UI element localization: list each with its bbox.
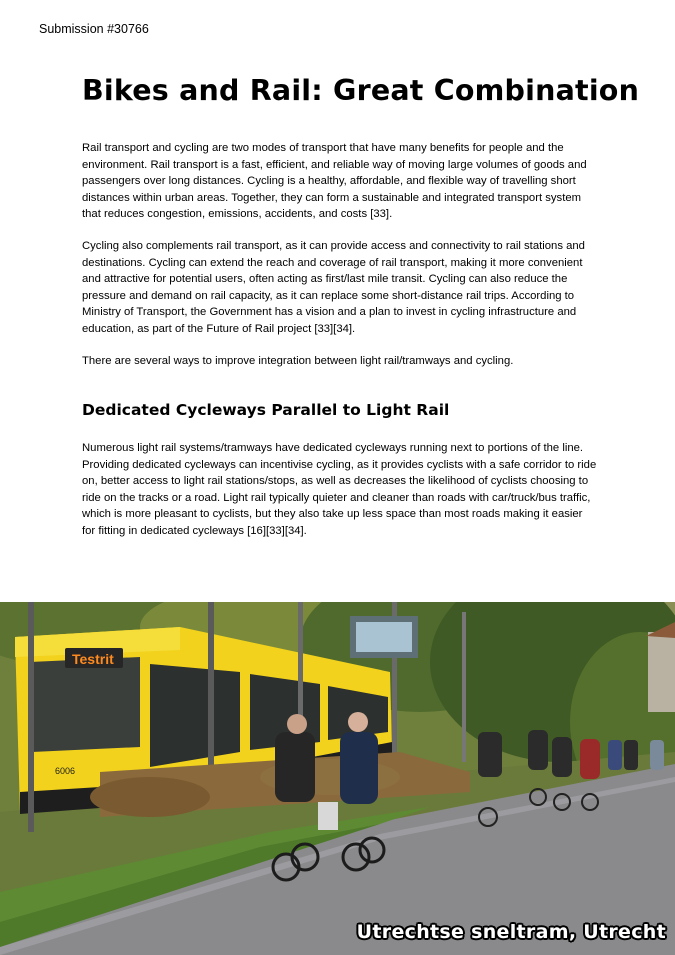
paragraph-text: There are several ways to improve integration between light rail/tramways and cycling. xyxy=(82,355,514,367)
tram-cyclists-photo xyxy=(0,602,675,955)
tram-fleet-number: 6006 xyxy=(55,766,76,776)
complement-paragraph xyxy=(82,238,598,338)
photo-illustration xyxy=(0,602,675,955)
integration-paragraph xyxy=(82,353,598,370)
page-title: Bikes and Rail: Great Combination xyxy=(82,74,640,107)
paragraph-text: Cycling also complements rail transport, as it can provide access and connectivity to rail stations and destinations. Cycling can extend the reach and coverage of rail transport, making it more convenient and attractive for potential users, often acting as first/last mile transit. Cycling can also reduce the pressure and demand on rail capacity, as it can replace some short-distance rail trips. According to Ministry of Transport, the Government has a vision and a plan to invest in cycling infrastructure and education, as part of the Future of Rail project [33][34]. xyxy=(82,240,585,335)
intro-paragraph xyxy=(82,140,598,223)
submission-number: Submission #30766 xyxy=(39,22,149,36)
paragraph-text: Rail transport and cycling are two modes of transport that have many benefits for people and the environment. Rail transport is a fast, efficient, and reliable way of moving large volumes of goods and passengers over long distances. Cycling is a healthy, affordable, and flexible way of travelling short distances within urban areas. Together, they can form a sustainable and integrated transport system that reduces congestion, emissions, accidents, and costs [33]. xyxy=(82,142,587,221)
paragraph-text: Numerous light rail systems/tramways have dedicated cycleways running next to portions of the line. Providing dedicated cycleways can incentivise cycling, as it provides cyclists with a safe corridor to ride on, better access to light rail stations/stops, as well as decreases the likelihood of cyclists choosing to ride on the tracks or a road. Light rail typically quieter and cleaner than roads with car/truck/bus traffic, which is more pleasant to cyclists, but they also take up less space than most roads making it easier for fitting in dedicated cycleways [16][33][34]. xyxy=(82,442,597,537)
photo-caption: Utrechtse sneltram, Utrecht xyxy=(356,921,666,943)
tram-destination-sign: Testrit xyxy=(72,651,114,667)
cycleways-paragraph xyxy=(82,440,598,540)
section-heading: Dedicated Cycleways Parallel to Light Rail xyxy=(82,401,450,419)
